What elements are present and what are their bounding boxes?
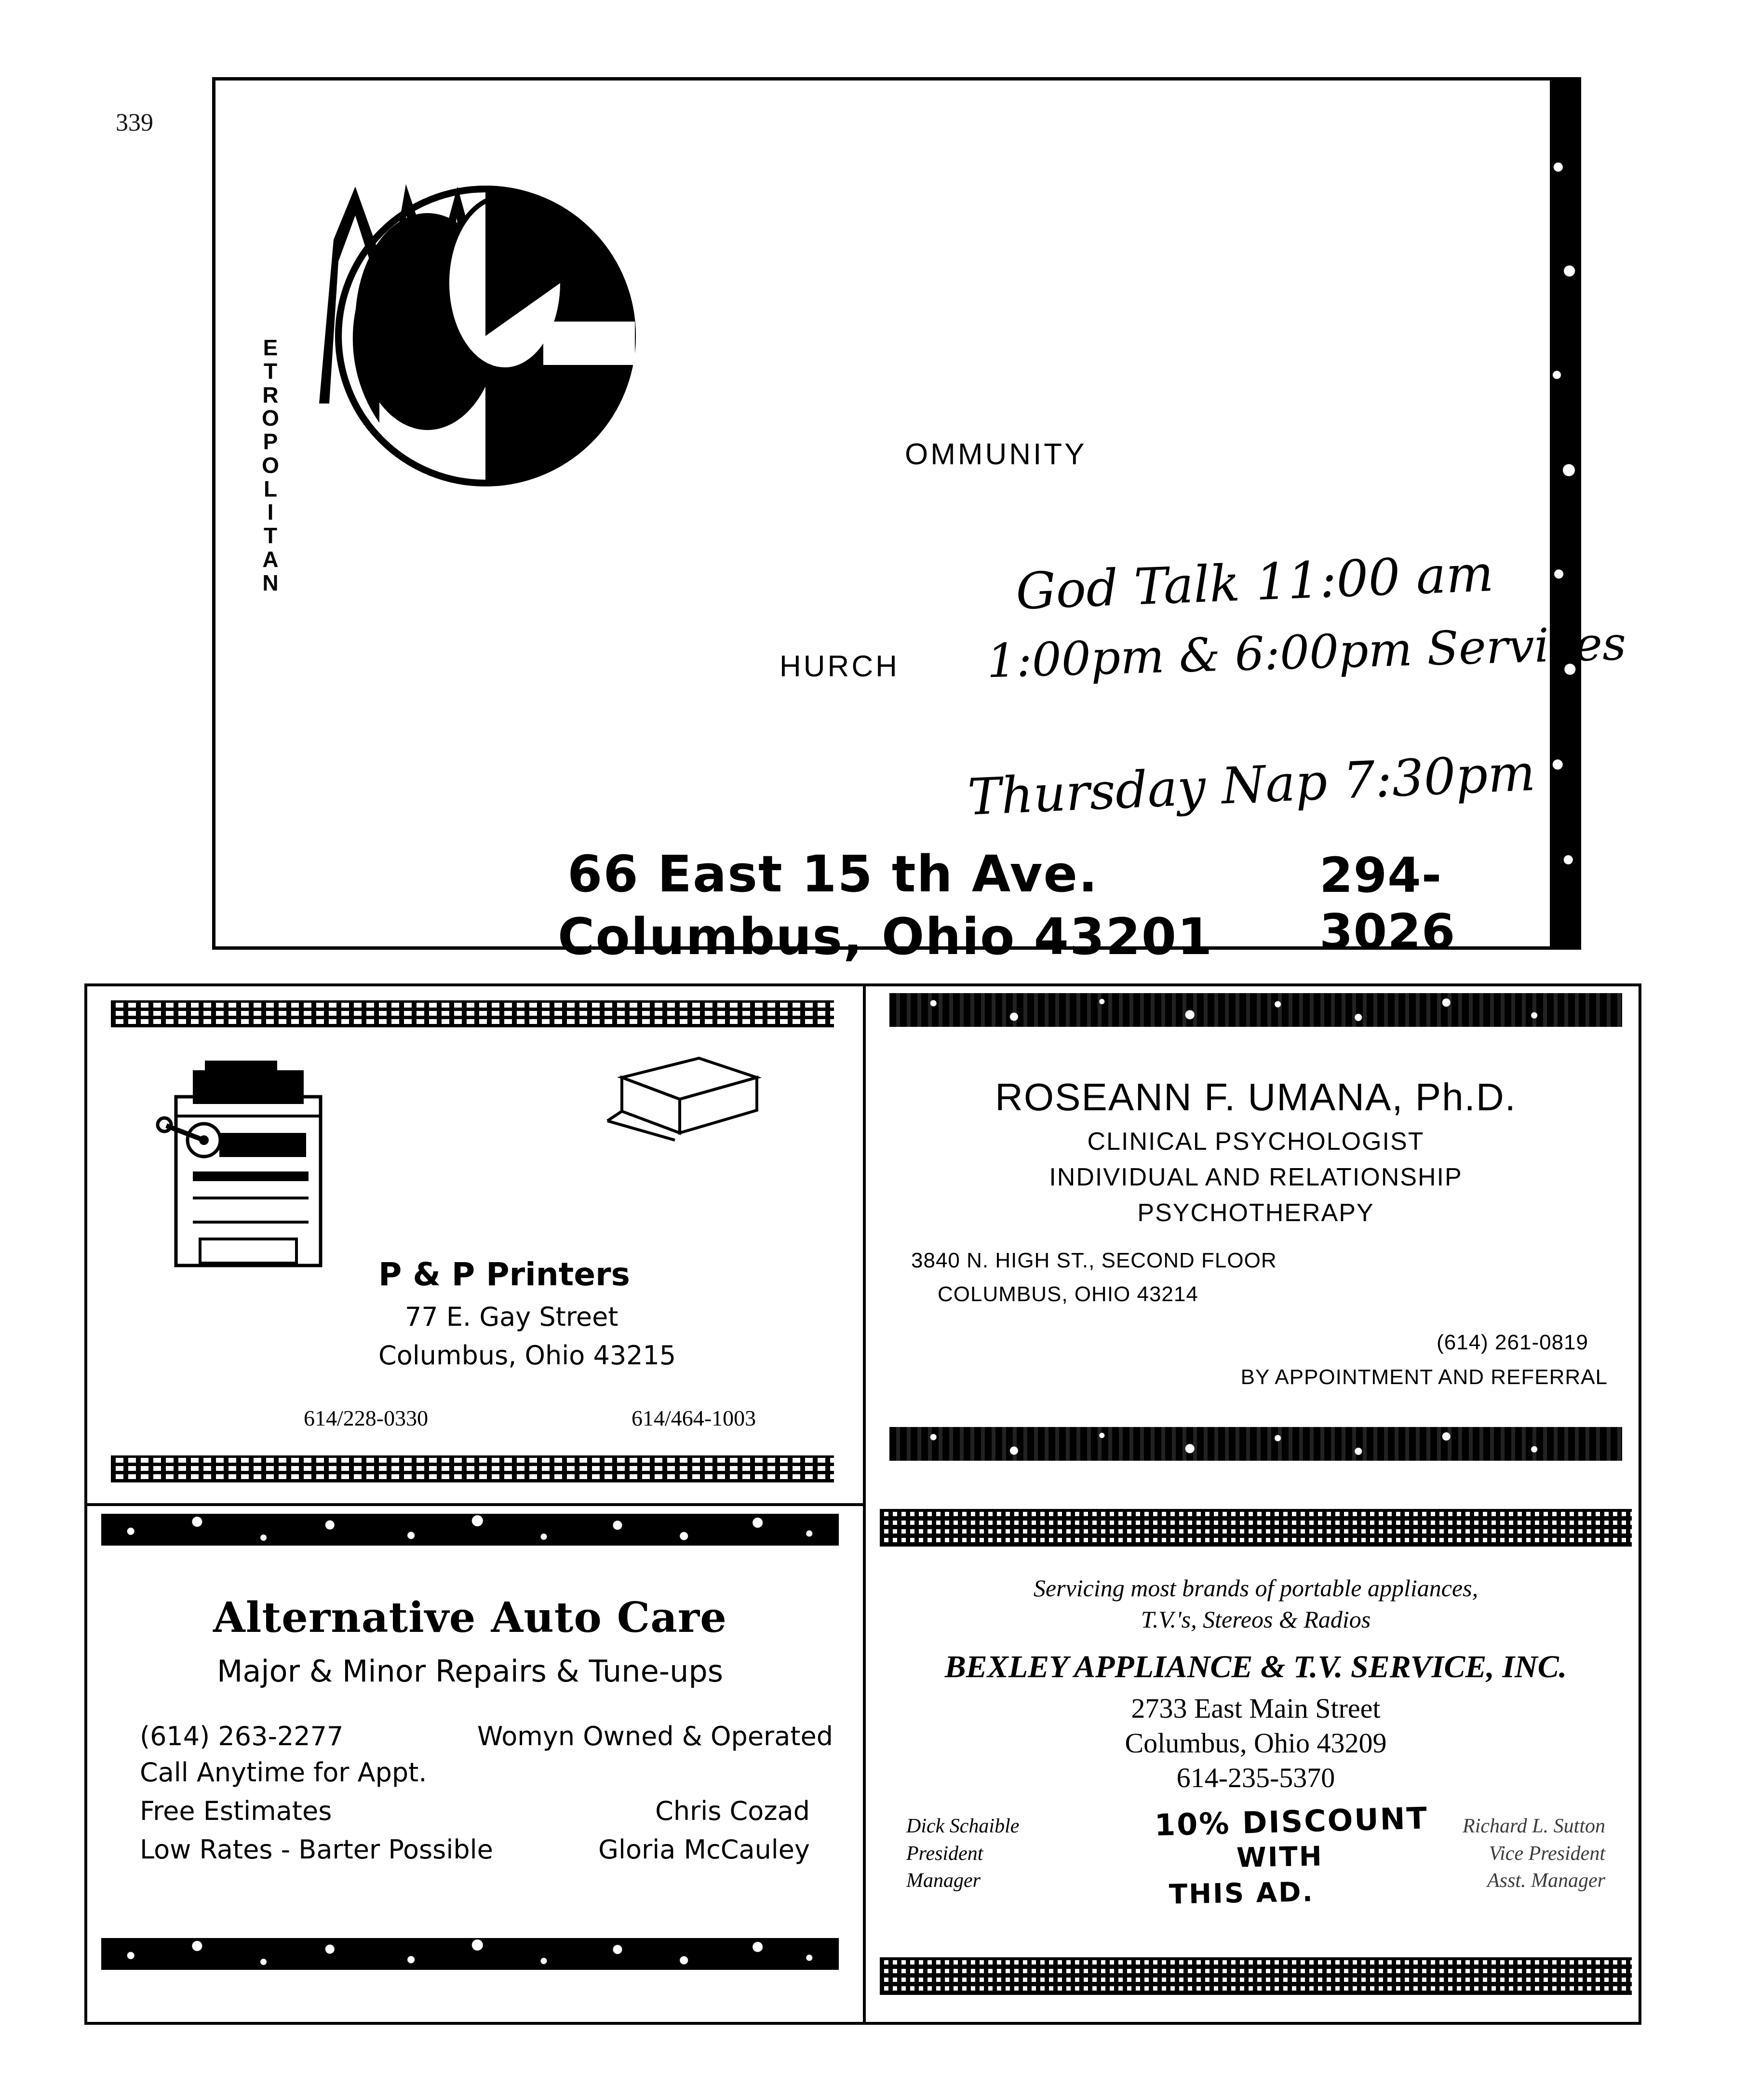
church-service-times-line-1: God Talk 11:00 am: [1015, 544, 1495, 621]
logo-vertical-metropolitan: [242, 336, 300, 594]
bexley-handwritten-discount-1: 10% DISCOUNT: [1154, 1800, 1429, 1843]
auto-free-estimates: Free Estimates: [140, 1796, 332, 1826]
printers-phone-1: 614/228-0330: [304, 1406, 429, 1430]
umana-appointment-note: BY APPOINTMENT AND REFERRAL: [1240, 1365, 1608, 1389]
bexley-left-title-2: Manager: [906, 1870, 981, 1892]
bexley-handwritten-discount-3: THIS AD.: [1169, 1876, 1315, 1911]
decorative-band-top: [111, 1000, 834, 1027]
bexley-right-contact: [1463, 1813, 1605, 1895]
logo-letter: T: [263, 523, 279, 548]
bexley-phone: 614-235-5370: [1176, 1762, 1335, 1793]
logo-letter: O: [262, 452, 280, 478]
church-service-times-line-2: 1:00pm & 6:00pm Services: [986, 616, 1627, 688]
bexley-servicing-line-1: Servicing most brands of portable appliances,: [1033, 1575, 1478, 1602]
page-number: 339: [116, 109, 153, 136]
decorative-band-top: [101, 1514, 839, 1546]
decorative-band-bottom: [880, 1957, 1632, 1995]
logo-letter: A: [262, 546, 280, 572]
bexley-address-line-1: 2733 East Main Street: [1131, 1693, 1381, 1724]
logo-letter: P: [263, 429, 279, 454]
church-address-line-1: 66 East 15 th Ave.: [567, 845, 1099, 903]
logo-letter: R: [262, 382, 280, 407]
logo-letter: O: [262, 405, 280, 431]
bexley-handwritten-discount-2: WITH: [1236, 1841, 1324, 1874]
logo-letter: E: [263, 335, 279, 360]
auto-womyn-owned: Womyn Owned & Operated: [477, 1721, 833, 1751]
auto-business-name: Alternative Auto Care: [213, 1593, 727, 1642]
ad-pp-printers: [111, 1000, 834, 1487]
auto-person-2: Gloria McCauley: [598, 1834, 810, 1865]
decorative-band-bottom: [111, 1455, 834, 1482]
bexley-right-person: Richard L. Sutton: [1463, 1815, 1605, 1837]
logo-letter: N: [262, 570, 280, 595]
bexley-right-title-1: Vice President: [1489, 1842, 1605, 1865]
decorative-band-top: [889, 993, 1622, 1027]
bexley-left-person: Dick Schaible: [906, 1815, 1020, 1837]
printers-address-line-1: 77 E. Gay Street: [405, 1302, 618, 1332]
auto-phone: (614) 263-2277: [140, 1721, 344, 1751]
logo-word-church: HURCH: [779, 650, 900, 683]
umana-title-line-1: CLINICAL PSYCHOLOGIST: [1087, 1128, 1424, 1156]
ad-metropolitan-community-church: [212, 77, 1627, 966]
ad-alternative-auto-care: [101, 1514, 839, 2006]
ad-bexley-appliance: [880, 1509, 1632, 2010]
logo-letter: L: [263, 476, 279, 501]
bexley-left-contact: [906, 1813, 1019, 1895]
auto-call-anytime: Call Anytime for Appt.: [140, 1757, 427, 1788]
bexley-business-name: BEXLEY APPLIANCE & T.V. SERVICE, INC.: [944, 1649, 1567, 1684]
auto-person-1: Chris Cozad: [655, 1796, 810, 1826]
umana-name: ROSEANN F. UMANA, Ph.D.: [995, 1076, 1517, 1118]
auto-services: Major & Minor Repairs & Tune-ups: [216, 1654, 724, 1689]
ad-roseann-umana: [889, 993, 1622, 1494]
church-phone: 294-3026: [1319, 847, 1456, 960]
umana-address-line-1: 3840 N. HIGH ST., SECOND FLOOR: [911, 1249, 1277, 1272]
paper-box-illustration: [603, 1049, 766, 1150]
logo-letter: I: [267, 499, 275, 525]
printers-address-line-2: Columbus, Ohio 43215: [378, 1340, 676, 1371]
logo-word-community: OMMUNITY: [905, 438, 1087, 471]
mcc-logo: [235, 95, 717, 645]
bexley-left-title-1: President: [906, 1842, 983, 1865]
decorative-band-bottom: [889, 1427, 1622, 1461]
umana-phone: (614) 261-0819: [1437, 1331, 1588, 1354]
umana-address-line-2: COLUMBUS, OHIO 43214: [938, 1282, 1198, 1306]
umana-title-line-3: PSYCHOTHERAPY: [1137, 1199, 1374, 1227]
bexley-right-title-2: Asst. Manager: [1487, 1870, 1605, 1892]
auto-low-rates: Low Rates - Barter Possible: [140, 1834, 493, 1865]
logo-letter: T: [263, 358, 279, 384]
church-address-line-2: Columbus, Ohio 43201: [558, 907, 1213, 966]
ads-grid-horizontal-divider: [84, 1503, 866, 1506]
decorative-band-top: [880, 1509, 1632, 1547]
printing-press-illustration: [147, 1044, 354, 1294]
bexley-servicing-line-2: T.V.'s, Stereos & Radios: [1141, 1606, 1371, 1633]
decorative-border-band: [1550, 81, 1578, 946]
church-service-times-line-3: Thursday Nap 7:30pm: [966, 743, 1537, 827]
printers-phone-2: 614/464-1003: [632, 1406, 756, 1430]
bexley-address-line-2: Columbus, Ohio 43209: [1125, 1727, 1387, 1759]
decorative-band-bottom: [101, 1938, 839, 1970]
printers-business-name: P & P Printers: [378, 1256, 630, 1293]
umana-title-line-2: INDIVIDUAL AND RELATIONSHIP: [1049, 1163, 1463, 1191]
